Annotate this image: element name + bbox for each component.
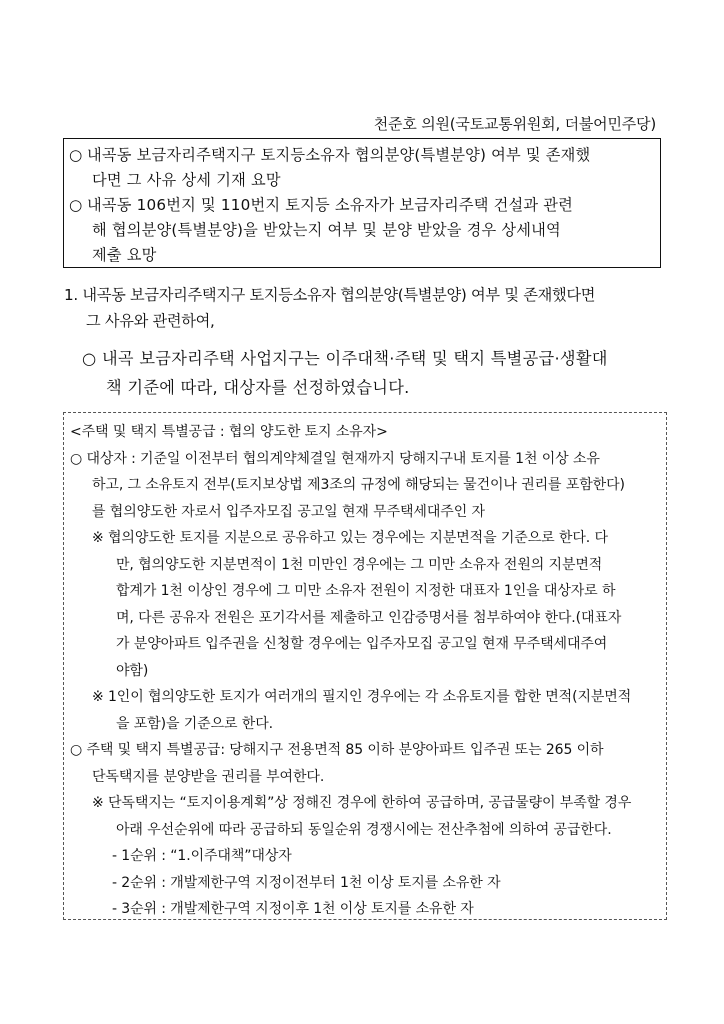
detail-line: 하고, 그 소유토지 전부(토지보상법 제3조의 규정에 해당되는 물건이나 권리를 포함한다) [92, 477, 625, 493]
section-heading [64, 282, 664, 334]
circle-bullet: ○ [69, 196, 83, 214]
detail-line: 아래 우선순위에 따라 공급하되 동일순위 경쟁시에는 전산추첨에 의하여 공급한다. [116, 821, 612, 838]
detail-line: 을 포함)을 기준으로 한다. [116, 715, 274, 732]
detail-line: 단독택지를 분양받을 권리를 부여한다. [92, 768, 325, 785]
question-line: 내곡동 106번지 및 110번지 토지등 소유자가 보금자리주택 건설과 관련 [87, 196, 574, 214]
circle-bullet: ○ [69, 146, 83, 164]
question-box [63, 138, 661, 268]
detail-line: ○ 대상자 : 기준일 이전부터 협의계약체결일 현재까지 당해지구내 토지를 1천 이상 소유 [70, 450, 600, 467]
detail-line: 를 협의양도한 자로서 입주자모집 공고일 현재 무주택세대주인 자 [92, 503, 485, 520]
question-item [69, 193, 654, 268]
detail-line: ※ 단독택지는 “토지이용계획”상 정해진 경우에 한하여 공급하며, 공급물량이 부족할 경우 [92, 795, 632, 811]
heading-line: 그 사유와 관련하여, [86, 312, 215, 330]
answer-line: 책 기준에 따라, 대상자를 선정하였습니다. [106, 378, 410, 397]
heading-line: 1. 내곡동 보금자리주택지구 토지등소유자 협의분양(특별분양) 여부 및 존재했다면 [64, 286, 596, 304]
question-line: 제출 요망 [92, 246, 157, 264]
detail-box [63, 412, 667, 920]
answer-line: 내곡 보금자리주택 사업지구는 이주대책·주택 및 택지 특별공급·생활대 [102, 349, 608, 368]
answer-paragraph [82, 344, 664, 402]
detail-line: 합계가 1천 이상인 경우에 그 미만 소유자 전원이 지정한 대표자 1인을 대상자로 하 [116, 583, 616, 599]
circle-bullet: ○ [82, 349, 97, 368]
detail-line: ※ 1인이 협의양도한 토지가 여러개의 필지인 경우에는 각 소유토지를 합한 면적(지분면적 [92, 689, 632, 705]
author-line: 천준호 의원(국토교통위원회, 더불어민주당) [373, 115, 656, 133]
question-line: 다면 그 사유 상세 기재 요망 [92, 171, 281, 189]
detail-line: 야함) [116, 662, 149, 679]
detail-line: 며, 다른 공유자 전원은 포기각서를 제출하고 인감증명서를 첨부하여야 한다.(대표자 [116, 609, 622, 626]
detail-line: 만, 협의양도한 지분면적이 1천 미만인 경우에는 그 미만 소유자 전원의 지분면적 [116, 556, 603, 573]
question-line: 내곡동 보금자리주택지구 토지등소유자 협의분양(특별분양) 여부 및 존재했 [87, 146, 591, 164]
detail-line: - 3순위 : 개발제한구역 지정이후 1천 이상 토지를 소유한 자 [112, 901, 474, 917]
detail-title: <주택 및 택지 특별공급 : 협의 양도한 토지 소유자> [70, 424, 388, 440]
detail-line: ○ 주택 및 택지 특별공급: 당해지구 전용면적 85 이하 분양아파트 입주권 또는 265 이하 [70, 742, 604, 758]
detail-line: 가 분양아파트 입주권을 신청할 경우에는 입주자모집 공고일 현재 무주택세대주여 [116, 636, 608, 652]
detail-line: - 2순위 : 개발제한구역 지정이전부터 1천 이상 토지를 소유한 자 [112, 874, 501, 891]
question-line: 해 협의분양(특별분양)을 받았는지 여부 및 분양 받았을 경우 상세내역 [92, 221, 561, 239]
detail-line: ※ 협의양도한 토지를 지분으로 공유하고 있는 경우에는 지분면적을 기준으로 한다. 다 [92, 530, 608, 546]
question-item [69, 143, 654, 193]
detail-line: - 1순위 : “1.이주대책”대상자 [112, 848, 292, 864]
